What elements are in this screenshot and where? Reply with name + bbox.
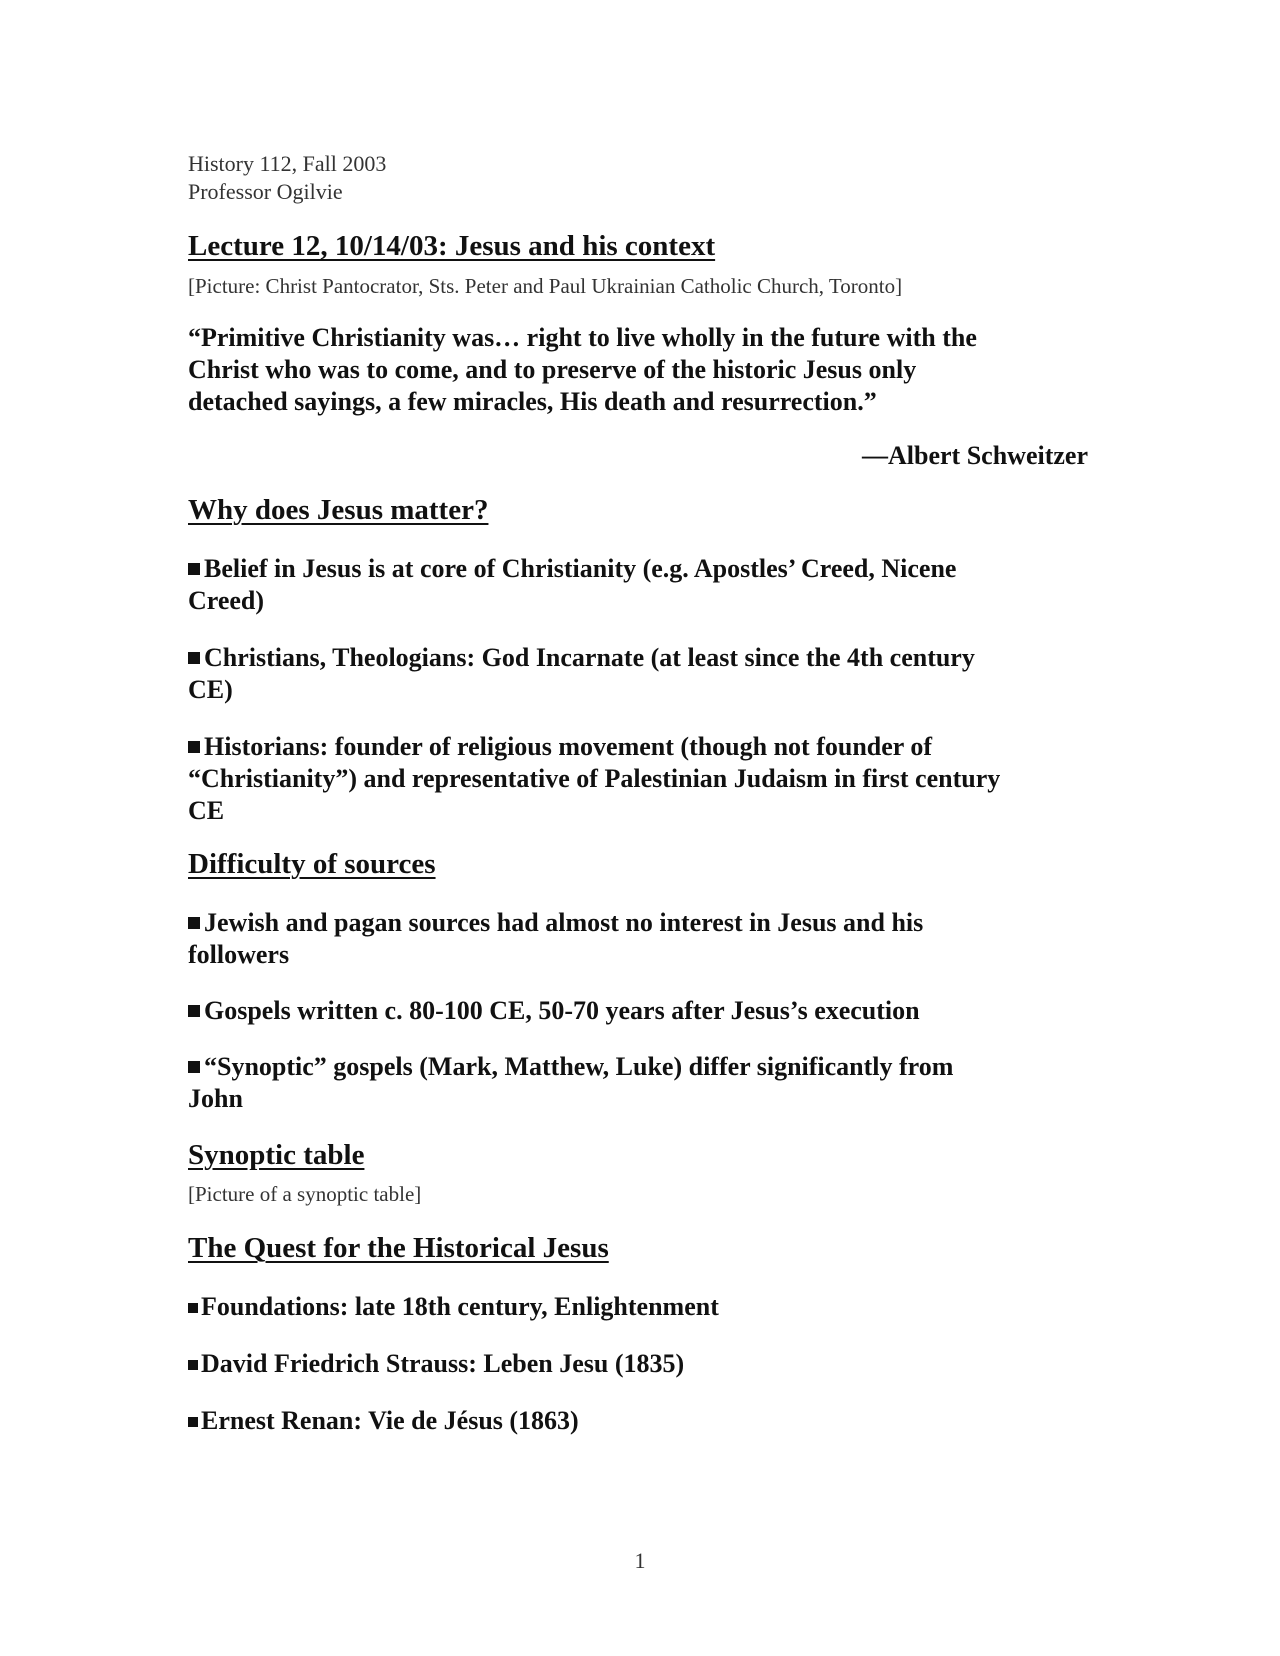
page-number: 1 (634, 1548, 646, 1573)
bullet-item: “Synoptic” gospels (Mark, Matthew, Luke) differ significantly from John (188, 1052, 954, 1113)
square-bullet-icon (188, 1005, 200, 1017)
bullet-item: Christians, Theologians: God Incarnate (at least since the 4th century CE) (188, 643, 975, 704)
bullet-item: Gospels written c. 80-100 CE, 50-70 years after Jesus’s execution (188, 995, 1088, 1027)
lecture-title: Lecture 12, 10/14/03: Jesus and his context (188, 230, 716, 262)
picture-note-synoptic-table: [Picture of a synoptic table] (188, 1182, 422, 1206)
square-bullet-icon (188, 563, 200, 575)
square-bullet-icon (188, 652, 200, 664)
course-line: History 112, Fall 2003 (188, 151, 387, 176)
bullet-item: Ernest Renan: Vie de Jésus (1863) (188, 1405, 1088, 1437)
bullet-item: Foundations: late 18th century, Enlightenment (188, 1291, 1088, 1323)
section-heading-synoptic-table: Synoptic table (188, 1139, 365, 1171)
square-bullet-icon (188, 1303, 198, 1313)
bullet-item: Historians: founder of religious movement (though not founder of “Christianity”) and representative of Palestinian Judaism in first century CE (188, 732, 1001, 825)
picture-note-pantocrator: [Picture: Christ Pantocrator, Sts. Peter and Paul Ukrainian Catholic Church, Toronto] (188, 274, 903, 298)
quote-line: “Primitive Christianity was… right to live wholly in the future with the (188, 323, 977, 352)
quote-line: Christ who was to come, and to preserve of the historic Jesus only (188, 355, 917, 384)
square-bullet-icon (188, 917, 200, 929)
section-heading-quest-historical-jesus: The Quest for the Historical Jesus (188, 1232, 609, 1264)
square-bullet-icon (188, 741, 200, 753)
square-bullet-icon (188, 1061, 200, 1073)
bullet-item: David Friedrich Strauss: Leben Jesu (1835) (188, 1348, 1088, 1380)
section-heading-difficulty-of-sources: Difficulty of sources (188, 848, 436, 880)
square-bullet-icon (188, 1417, 198, 1427)
schweitzer-quote (188, 322, 1088, 418)
bullet-item: Jewish and pagan sources had almost no interest in Jesus and his followers (188, 908, 924, 969)
section-heading-why-jesus-matters: Why does Jesus matter? (188, 494, 489, 526)
bullet-item: Belief in Jesus is at core of Christianity (e.g. Apostles’ Creed, Nicene Creed) (188, 554, 957, 615)
square-bullet-icon (188, 1360, 198, 1370)
professor-line: Professor Ogilvie (188, 179, 343, 204)
quote-attribution: —Albert Schweitzer (862, 441, 1088, 470)
quote-line: detached sayings, a few miracles, His death and resurrection.” (188, 387, 877, 416)
